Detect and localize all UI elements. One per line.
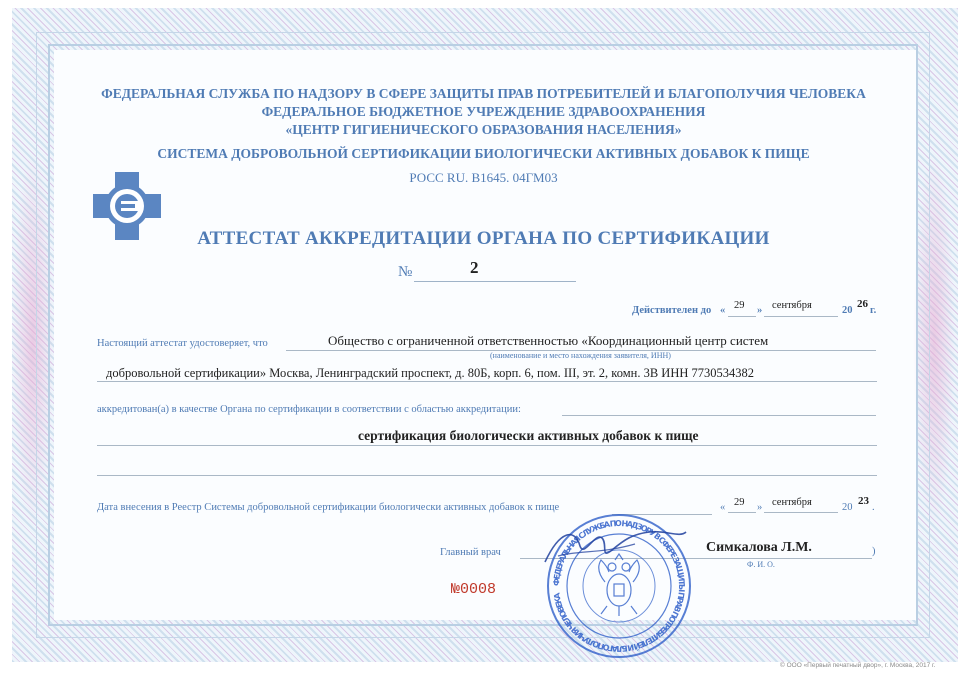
signatory-close: ) [872,546,876,557]
registry-close-quote: » [757,502,763,513]
accredited-line-3 [97,475,877,476]
printer-footer: © ООО «Первый печатный двор», г. Москва, 2017 г. [780,662,936,669]
header-line-1: ФЕДЕРАЛЬНАЯ СЛУЖБА ПО НАДЗОРУ В СФЕРЕ ЗАЩИТЫ ПРАВ ПОТРЕБИТЕЛЕЙ И БЛАГОПОЛУЧИЯ ЧЕЛОВЕКА [101,86,866,101]
certifies-line-2 [97,381,877,382]
registry-day: 29 [734,497,745,508]
header-line-2: ФЕДЕРАЛЬНОЕ БЮДЖЕТНОЕ УЧРЕЖДЕНИЕ ЗДРАВООХРАНЕНИЯ [261,104,706,119]
certificate-number: 2 [470,258,479,277]
document-title: АТТЕСТАТ АККРЕДИТАЦИИ ОРГАНА ПО СЕРТИФИКАЦИИ [197,228,770,249]
registration-number: РОСС RU. В1645. 04ГМ03 [409,170,558,185]
valid-year-prefix: 20 [842,305,853,316]
registry-year-end: . [872,502,875,513]
number-line [414,281,576,282]
certifies-value-line-2: добровольной сертификации» Москва, Ленинградский проспект, д. 80Б, корп. 6, пом. III, эт. 2, комн. 3В ИНН 7730534382 [106,366,754,380]
certifies-hint: (наименование и место нахождения заявителя, ИНН) [490,351,671,360]
serial-number: №0008 [451,581,497,598]
registry-month: сентября [772,497,812,508]
accredited-line-2 [97,445,877,446]
accredited-line-1 [562,415,876,416]
header-line-4: СИСТЕМА ДОБРОВОЛЬНОЙ СЕРТИФИКАЦИИ БИОЛОГИЧЕСКИ АКТИВНЫХ ДОБАВОК К ПИЩЕ [157,146,810,161]
handwritten-signature [540,520,690,570]
registry-date-label: Дата внесения в Реестр Системы добровольной сертификации биологически активных добавок к пище [97,502,560,513]
signatory-role: Главный врач [440,547,501,558]
valid-month-line [764,316,838,317]
valid-until-label: Действителен до [632,305,712,316]
border-ornament-left [12,150,54,530]
registry-year-prefix: 20 [842,502,853,513]
valid-until-open-quote: « [720,305,726,316]
registry-open-quote: « [720,502,726,513]
valid-until-close-quote: » [757,305,763,316]
signatory-name: Симкалова Л.М. [706,540,812,555]
registry-day-line [728,512,756,513]
accredited-label: аккредитован(а) в качестве Органа по сертификации в соответствии с областью аккредитации: [97,404,521,415]
certifies-label: Настоящий аттестат удостоверяет, что [97,338,268,349]
border-ornament-right [913,150,955,530]
registry-month-line [764,512,838,513]
registry-year-suffix: 23 [858,495,869,507]
number-label: № [398,264,413,280]
header-line-3: «ЦЕНТР ГИГИЕНИЧЕСКОГО ОБРАЗОВАНИЯ НАСЕЛЕНИЯ» [285,122,682,137]
valid-day-line [728,316,756,317]
signatory-hint: Ф. И. О. [747,560,775,569]
svg-text:ФЕДЕРАЛЬНАЯ СЛУЖБА ПО НАДЗОРУ: ФЕДЕРАЛЬНАЯ СЛУЖБА ПО НАДЗОРУ В СФЕРЕ ЗАЩИТЫ ПРАВ ПОТРЕБИТЕЛЕЙ И БЛАГОПОЛУЧИЯ ЧЕЛОВЕКА [551,518,687,654]
valid-day: 29 [734,300,745,311]
valid-month: сентября [772,300,812,311]
certifies-value-line-1: Общество с ограниченной ответственностью «Координационный центр систем [328,333,769,348]
valid-year-suffix: 26 [857,298,868,310]
valid-year-end: г. [870,305,877,316]
accreditation-scope: сертификация биологически активных добавок к пище [358,428,699,443]
